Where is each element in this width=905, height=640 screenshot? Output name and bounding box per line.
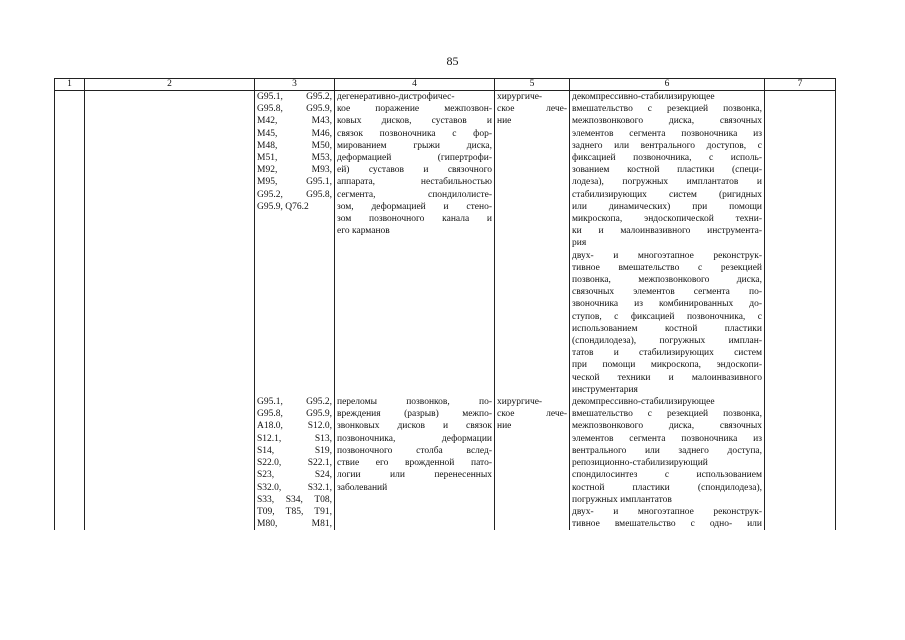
diagnosis-line: ей) суставов и связочного: [337, 165, 492, 176]
method-line: использованием костной пластики: [572, 323, 762, 334]
method-line: двух- и многоэтапное реконструк-: [572, 250, 762, 261]
treatment-line: ние: [497, 116, 512, 127]
method-line: микроскопа, эндоскопической техни-: [572, 214, 762, 225]
icd-code-line: S12.1, S13,: [257, 433, 332, 444]
method-line: тивное вмешательство с одно- или: [572, 519, 762, 530]
diagnosis-line: деформацией (гипертрофи-: [337, 153, 492, 164]
table-row: [55, 91, 836, 397]
treatment-method-cell: [570, 396, 765, 530]
icd-code-line: T09, T85, T91,: [257, 506, 332, 517]
notes-cell: [765, 396, 836, 530]
method-line: двух- и многоэтапное реконструк-: [572, 506, 762, 517]
diagnosis-line: сегмента, спондилолисте-: [337, 189, 492, 200]
method-line: вентрального или заднего доступа,: [572, 445, 762, 456]
page-number: 85: [446, 54, 459, 68]
method-line: ческой техники и малоинвазивного: [572, 372, 762, 383]
method-line: тивное вмешательство с резекцией: [572, 262, 762, 273]
diagnosis-cell: [335, 396, 495, 530]
method-line: межпозвонкового диска, связочных: [572, 421, 762, 432]
method-line: рия: [572, 238, 587, 249]
diagnosis-line: мированием грыжи диска,: [337, 140, 492, 151]
method-line: инструментария: [572, 384, 638, 395]
icd-code-line: S32.0, S32.1,: [257, 482, 332, 493]
column-number-6: 6: [570, 79, 765, 91]
diagnosis-line: ковых дисков, суставов и: [337, 116, 492, 127]
method-line: фиксацией позвоночника, с исполь-: [572, 153, 762, 164]
treatment-type-cell: [495, 396, 570, 530]
care-type-cell: [85, 396, 255, 530]
icd-code-line: S22.0, S22.1,: [257, 458, 332, 469]
diagnosis-line: его карманов: [337, 226, 390, 237]
medical-care-table: [54, 78, 836, 530]
method-line: элементов сегмента позвоночника из: [572, 433, 762, 444]
method-line: татов и стабилизирующих систем: [572, 348, 762, 359]
icd-code-line: G95.1, G95.2,: [257, 92, 332, 102]
icd-code-line: S33, S34, T08,: [257, 494, 332, 505]
icd-code-line: G95.8, G95.9,: [257, 409, 332, 420]
method-line: ки и малоинвазивного инструмента-: [572, 226, 762, 237]
diagnosis-line: позвоночника, деформации: [337, 433, 492, 444]
method-line: спондилосинтез с использованием: [572, 470, 762, 481]
method-line: межпозвонкового диска, связочных: [572, 116, 762, 127]
method-line: (спондилодеза), погружных имплан-: [572, 336, 762, 347]
diagnosis-line: логии или перенесенных: [337, 470, 492, 481]
icd-code-line: S23, S24,: [257, 470, 332, 481]
diagnosis-cell: [335, 91, 495, 397]
diagnosis-line: звонковых дисков и связок: [337, 421, 492, 432]
icd-code-line: M51, M53,: [257, 153, 332, 164]
icd-code-line: M80, M81,: [257, 519, 332, 530]
method-line: вмешательство с резекцией позвонка,: [572, 104, 762, 115]
row-number-cell: [55, 396, 85, 530]
diagnosis-line: кое поражение межпозвон-: [337, 104, 492, 115]
method-line: звоночника из комбинированных до-: [572, 299, 762, 310]
diagnosis-line: зом позвоночного канала и: [337, 214, 492, 225]
method-line: погружных имплантатов: [572, 494, 672, 505]
method-line: репозиционно-стабилизирующий: [572, 458, 708, 469]
icd-code-line: G95.1, G95.2,: [257, 397, 332, 408]
icd-code-line: G95.2, G95.8,: [257, 189, 332, 200]
icd-code-line: M48, M50,: [257, 140, 332, 151]
column-number-2: 2: [85, 79, 255, 91]
diagnosis-line: переломы позвонков, по-: [337, 397, 492, 408]
treatment-method-cell: [570, 91, 765, 397]
diagnosis-line: вреждения (разрыв) межпо-: [337, 409, 492, 420]
diagnosis-line: заболеваний: [337, 482, 388, 493]
icd-code-line: S14, S19,: [257, 445, 332, 456]
diagnosis-line: позвоночного столба вслед-: [337, 445, 492, 456]
method-line: при помощи микроскопа, эндоскопи-: [572, 360, 762, 371]
icd-code-line: G95.8, G95.9,: [257, 104, 332, 115]
method-line: элементов сегмента позвоночника из: [572, 128, 762, 139]
icd-code-line: M95, G95.1,: [257, 177, 332, 188]
column-number-header-row: [55, 79, 836, 91]
treatment-type-cell: [495, 91, 570, 397]
care-type-cell: [85, 91, 255, 397]
icd-codes-cell: [255, 396, 335, 530]
column-number-5: 5: [495, 79, 570, 91]
treatment-line: ское лече-: [497, 104, 567, 115]
icd-code-line: G95.9, Q76.2: [257, 201, 309, 212]
icd-code-line: M42, M43,: [257, 116, 332, 127]
method-line: заднего или вентрального доступов, с: [572, 140, 762, 151]
method-line: лодеза), погружных имплантатов и: [572, 177, 762, 188]
method-line: ступов, с фиксацией позвоночника, с: [572, 311, 762, 322]
diagnosis-line: аппарата, нестабильностью: [337, 177, 492, 188]
notes-cell: [765, 91, 836, 397]
diagnosis-line: дегенеративно-дистрофичес-: [337, 92, 455, 102]
icd-code-line: M92, M93,: [257, 165, 332, 176]
icd-code-line: A18.0, S12.0,: [257, 421, 332, 432]
treatment-line: хирургиче-: [497, 92, 543, 102]
treatment-line: хирургиче-: [497, 397, 543, 408]
method-line: позвонка, межпозвонкового диска,: [572, 275, 762, 286]
diagnosis-line: зом, деформацией и стено-: [337, 201, 492, 212]
table-row: [55, 396, 836, 530]
column-number-1: 1: [55, 79, 85, 91]
method-line: или динамических) при помощи: [572, 201, 762, 212]
treatment-line: ние: [497, 421, 512, 432]
column-number-4: 4: [335, 79, 495, 91]
method-line: декомпрессивно-стабилизирующее: [572, 92, 715, 102]
icd-codes-cell: [255, 91, 335, 397]
treatment-line: ское лече-: [497, 409, 567, 420]
method-line: стабилизирующих систем (ригидных: [572, 189, 762, 200]
method-line: декомпрессивно-стабилизирующее: [572, 397, 715, 408]
column-number-7: 7: [765, 79, 836, 91]
column-number-3: 3: [255, 79, 335, 91]
method-line: вмешательство с резекцией позвонка,: [572, 409, 762, 420]
method-line: костной пластики (спондилодеза),: [572, 482, 762, 493]
diagnosis-line: связок позвоночника с фор-: [337, 128, 492, 139]
row-number-cell: [55, 91, 85, 397]
diagnosis-line: ствие его врожденной пато-: [337, 458, 492, 469]
method-line: зованием костной пластики (специ-: [572, 165, 762, 176]
icd-code-line: M45, M46,: [257, 128, 332, 139]
method-line: связочных элементов сегмента по-: [572, 287, 762, 298]
